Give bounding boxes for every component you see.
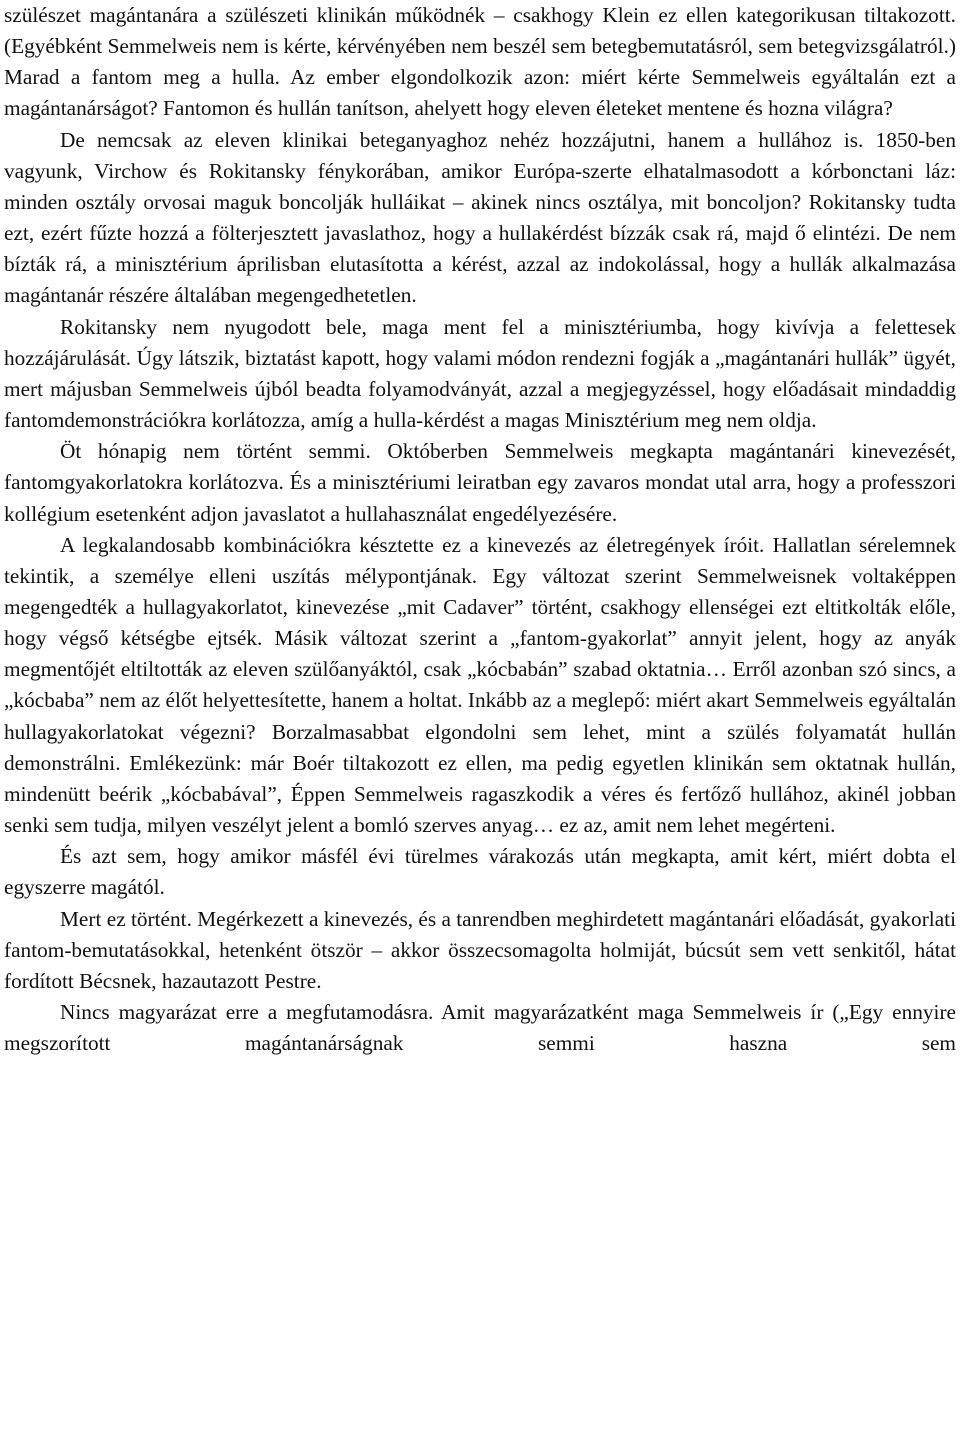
paragraph-7: Mert ez történt. Megérkezett a kinevezés, és a tanrendben meghirdetett magántanári előadását, gyakorlati fantom-bemutatásokkal, hetenként ötször – akkor összecsomagolta holmiját, búcsút sem vett senkitől, hátat fordított Bécsnek, hazautazott Pestre. bbox=[4, 906, 956, 993]
paragraph-2: De nemcsak az eleven klinikai beteganyaghoz nehéz hozzájutni, hanem a hullához is. 1850-ben vagyunk, Virchow és Rokitansky fénykorában, amikor Európa-szerte elhatalmasodott a kórbonctani láz: minden osztály orvosai maguk boncolják hulláikat – akinek nincs osztálya, mit boncoljon? Rokitansky tudta ezt, ezért fűzte hozzá a fölterjesztett javaslathoz, hogy a hullakérdést bízzák csak rá, majd ő elintézi. De nem bízták rá, a minisztérium áprilisban elutasította a kérést, azzal az indokolással, hogy a hullák alkalmazása magántanár részére általában megengedhetetlen. bbox=[4, 127, 956, 308]
paragraph-6: És azt sem, hogy amikor másfél évi türelmes várakozás után megkapta, amit kért, miért dobta el egyszerre magától. bbox=[4, 844, 956, 900]
paragraph-8: Nincs magyarázat erre a megfutamodásra. Amit magyarázatként maga Semmelweis ír („Egy ennyire megszorított magántanárságnak semmi haszna sem bbox=[4, 1000, 956, 1056]
paragraph-4: Öt hónapig nem történt semmi. Októberben Semmelweis megkapta magántanári kinevezését, fantomgyakorlatokra korlátozva. És a minisztériumi leiratban egy zavaros mondat utal arra, hogy a professzori kollégium esetenként adjon javaslatot a hullahasználat engedélyezésére. bbox=[4, 439, 956, 526]
paragraph-3: Rokitansky nem nyugodott bele, maga ment fel a minisztériumba, hogy kivívja a felettesek hozzájárulását. Úgy látszik, biztatást kapott, hogy valami módon rendezni fogják a „magántanári hullák” ügyét, mert májusban Semmelweis újból beadta folyamodványát, azzal a megjegyzéssel, hogy előadásait mindaddig fantomdemonstrációkra korlátozza, amíg a hulla-kérdést a magas Minisztérium meg nem oldja. bbox=[4, 314, 956, 433]
document-page bbox=[4, 0, 956, 1059]
paragraph-1: szülészet magántanára a szülészeti klinikán működnék – csakhogy Klein ez ellen kategorikusan tiltakozott. (Egyébként Semmelweis nem is kérte, kérvényében nem beszél sem betegbemutatásról, sem betegvizsgálatról.) Marad a fantom meg a hulla. Az ember elgondolkozik azon: miért kérte Semmelweis egyáltalán ezt a magántanárságot? Fantomon és hullán tanítson, ahelyett hogy eleven életeket mentene és hozna világra? bbox=[4, 3, 956, 121]
paragraph-5: A legkalandosabb kombinációkra késztette ez a kinevezés az életregények íróit. Hallatlan sérelemnek tekintik, a személye elleni uszítás mélypontjának. Egy változat szerint Semmelweisnek voltaképpen megengedték a hullagyakorlatot, kinevezése „mit Cadaver” történt, csakhogy ellenségei ezt eltitkolták előle, hogy végső kétségbe ejtsék. Másik változat szerint a „fantom-gyakorlat” annyit jelent, hogy az anyák megmentőjét eltiltották az eleven szülőanyáktól, csak „kócbabán” szabad oktatnia… Erről azonban szó sincs, a „kócbaba” nem az élőt helyettesítette, hanem a holtat. Inkább az a meglepő: miért akart Semmelweis egyáltalán hullagyakorlatokat végezni? Borzalmasabbat elgondolni sem lehet, mint a szülés folyamatát hullán demonstrálni. Emlékezünk: már Boér tiltakozott ez ellen, ma pedig egyetlen klinikán sem oktatnak hullán, mindenütt beérik „kócbabával”, Éppen Semmelweis ragaszkodik a véres és fertőző hullához, akinél jobban senki sem tudja, milyen veszélyt jelent a bomló szerves anyag… ez az, amit nem lehet megérteni. bbox=[4, 532, 956, 838]
